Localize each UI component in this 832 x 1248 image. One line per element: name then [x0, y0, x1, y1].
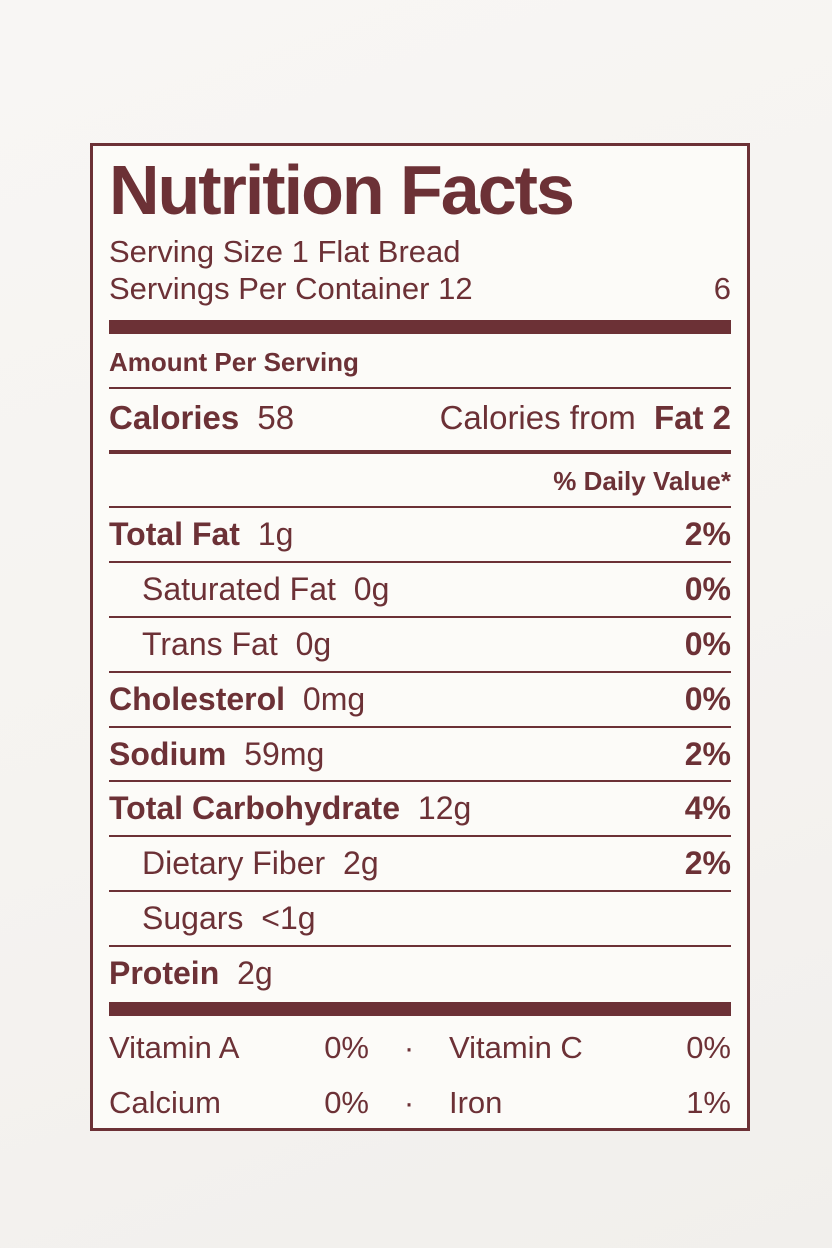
- nutrient-row-saturated-fat: [109, 563, 731, 618]
- micronutrient-value: 1%: [686, 1084, 731, 1120]
- servings-right-value: 6: [713, 271, 731, 307]
- nutrient-name: Cholesterol: [109, 680, 286, 717]
- nutrient-name: Protein: [109, 954, 220, 991]
- micronutrient-value: 0%: [324, 1084, 369, 1120]
- separator-dot: ·: [403, 1084, 415, 1120]
- label-title: Nutrition Facts: [109, 151, 573, 229]
- nutrient-daily-value: 2%: [684, 516, 731, 553]
- micronutrient-name: Vitamin C: [449, 1029, 583, 1065]
- serving-size: Serving Size 1 Flat Bread: [109, 234, 461, 269]
- calories-label: Calories: [109, 399, 240, 437]
- nutrient-amount: 0g: [295, 625, 332, 662]
- micronutrient-name: Calcium: [109, 1084, 221, 1120]
- nutrient-amount: 1g: [257, 516, 294, 553]
- nutrient-name: Trans Fat: [142, 625, 278, 662]
- nutrient-name: Total Carbohydrate: [109, 790, 400, 827]
- nutrient-name: Total Fat: [109, 516, 240, 553]
- nutrient-row-protein: [109, 947, 731, 1000]
- nutrient-row-cholesterol: [109, 673, 731, 728]
- nutrient-amount: 2g: [343, 845, 379, 882]
- nutrient-row-dietary-fiber: [109, 837, 731, 892]
- nutrient-row-total-fat: [109, 508, 731, 563]
- calories-row: [109, 389, 731, 454]
- thick-divider-top: [109, 320, 731, 334]
- amount-per-serving: Amount Per Serving: [109, 334, 731, 389]
- micronutrient-value: 0%: [324, 1029, 369, 1065]
- nutrient-row-sodium: [109, 728, 731, 783]
- nutrient-daily-value: 0%: [684, 571, 731, 608]
- nutrient-amount: 2g: [237, 954, 273, 991]
- nutrient-row-trans-fat: [109, 618, 731, 673]
- calories-from-fat: [440, 399, 731, 437]
- nutrient-amount: 0mg: [302, 680, 366, 717]
- servings-per-container-row: [109, 270, 731, 307]
- nutrient-name: Dietary Fiber: [142, 845, 326, 882]
- calories-from-value: Fat 2: [653, 399, 731, 437]
- micronutrient-value: 0%: [686, 1029, 731, 1065]
- micronutrient-name: Iron: [449, 1084, 503, 1120]
- nutrient-name: Saturated Fat: [142, 571, 336, 608]
- nutrient-name: Sodium: [109, 735, 227, 772]
- nutrient-daily-value: 2%: [684, 845, 731, 882]
- nutrient-daily-value: 4%: [684, 790, 731, 827]
- thick-divider-bottom: [109, 1002, 731, 1016]
- nutrient-row-sugars: [109, 892, 731, 947]
- nutrient-daily-value: 0%: [684, 625, 731, 662]
- nutrient-amount: <1g: [261, 899, 316, 936]
- calories-value: 58: [257, 399, 295, 437]
- micronutrient-row-2: [109, 1075, 731, 1130]
- calories-from-label: Calories from: [439, 399, 636, 437]
- nutrient-daily-value: 0%: [684, 680, 731, 717]
- nutrient-amount: 0g: [353, 571, 390, 608]
- daily-value-header: % Daily Value*: [109, 454, 731, 508]
- nutrient-daily-value: 2%: [684, 735, 731, 772]
- nutrient-row-total-carbohydrate: [109, 782, 731, 837]
- calories-left: [109, 399, 294, 437]
- nutrition-facts-label: [90, 143, 750, 1131]
- separator-dot: ·: [403, 1029, 415, 1065]
- nutrient-amount: 59mg: [244, 735, 325, 772]
- nutrient-name: Sugars: [142, 899, 244, 936]
- micronutrient-row-1: [109, 1020, 731, 1075]
- servings-per-container: Servings Per Container 12: [109, 271, 473, 307]
- nutrient-amount: 12g: [417, 790, 472, 827]
- micronutrient-name: Vitamin A: [109, 1029, 240, 1065]
